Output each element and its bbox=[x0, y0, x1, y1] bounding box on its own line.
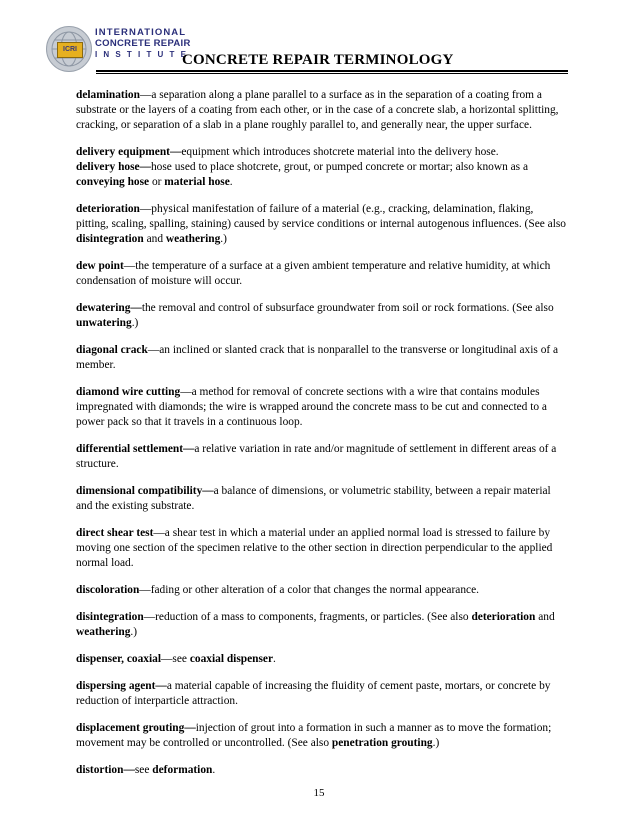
term: dispenser, coaxial bbox=[76, 653, 162, 665]
term: delivery equipment— bbox=[76, 146, 182, 158]
definition-tail: . bbox=[229, 176, 233, 188]
definition: —the temperature of a surface at a given ambient temperature and relative humidity, at which condensation of moisture will occur. bbox=[76, 260, 551, 287]
page-header bbox=[0, 0, 638, 78]
definition: a balance of dimensions, or volumetric stability, between a repair material and the existing substrate. bbox=[76, 485, 551, 512]
term: distortion— bbox=[76, 764, 135, 776]
definition-connector: and bbox=[143, 233, 166, 245]
glossary-body bbox=[76, 88, 566, 790]
icri-logo-icon bbox=[46, 26, 92, 72]
header-rule-thin bbox=[96, 73, 568, 74]
term: deterioration bbox=[76, 203, 140, 215]
cross-reference: deterioration bbox=[471, 611, 536, 623]
definition: injection of grout into a formation in such a manner as to move the formation; movement may be controlled or uncontrolled. (See also bbox=[76, 722, 552, 749]
term: dimensional compatibility— bbox=[76, 485, 214, 497]
logo-line-3: INSTITUTE bbox=[95, 50, 193, 59]
glossary-entry-direct-shear-test bbox=[76, 526, 566, 571]
definition: —a method for removal of concrete sections with a wire that contains modules impregnated with diamonds; the wire is wrapped around the concrete mass to be cut and connected to a power pack so that it travels in a continuous loop. bbox=[76, 386, 547, 428]
definition: equipment which introduces shotcrete material into the delivery hose. bbox=[181, 146, 499, 158]
term: differential settlement— bbox=[76, 443, 195, 455]
header-rule-thick bbox=[96, 70, 568, 72]
glossary-entry-disintegration bbox=[76, 610, 566, 640]
definition: the removal and control of subsurface groundwater from soil or rock formations. (See also bbox=[141, 302, 554, 314]
term: delamination bbox=[76, 89, 140, 101]
definition: —an inclined or slanted crack that is nonparallel to the transverse or longitudinal axis of a member. bbox=[76, 344, 559, 371]
glossary-entry-delivery-hose bbox=[76, 160, 566, 190]
definition: hose used to place shotcrete, grout, or pumped concrete or mortar; also known as a bbox=[150, 161, 529, 173]
logo-line-2: CONCRETE REPAIR bbox=[95, 38, 191, 49]
definition-connector: or bbox=[149, 176, 165, 188]
term: diagonal crack bbox=[76, 344, 148, 356]
definition: —reduction of a mass to components, fragments, or particles. (See also bbox=[143, 611, 472, 623]
term: dispersing agent— bbox=[76, 680, 167, 692]
cross-reference: weathering bbox=[76, 626, 131, 638]
glossary-entry-dimensional-compatibility bbox=[76, 484, 566, 514]
cross-reference: deformation bbox=[152, 764, 213, 776]
cross-reference: material hose bbox=[164, 176, 230, 188]
glossary-entry-delamination bbox=[76, 88, 566, 133]
glossary-entry-dewatering bbox=[76, 301, 566, 331]
glossary-entry-diamond-wire-cutting bbox=[76, 385, 566, 430]
definition: a material capable of increasing the fluidity of cement paste, mortars, or concrete by reduction of interparticle attraction. bbox=[76, 680, 551, 707]
definition-tail: .) bbox=[220, 233, 227, 245]
definition-tail: . bbox=[212, 764, 216, 776]
definition-tail: .) bbox=[432, 737, 440, 749]
definition: —fading or other alteration of a color that changes the normal appearance. bbox=[139, 584, 479, 596]
definition-tail: .) bbox=[130, 626, 138, 638]
definition: —a separation along a plane parallel to a surface as in the separation of a coating from a substrate or the layers of a coating from each other, or in the case of a concrete slab, a horizontal splitting, cracking, or separation of a slab in a plane roughly parallel to, and generally near, the upper surface. bbox=[76, 89, 559, 131]
definition: see bbox=[134, 764, 153, 776]
glossary-entry-displacement-grouting bbox=[76, 721, 566, 751]
cross-reference: weathering bbox=[165, 233, 221, 245]
cross-reference: coaxial dispenser bbox=[189, 653, 274, 665]
definition: a relative variation in rate and/or magnitude of settlement in different areas of a structure. bbox=[76, 443, 557, 470]
glossary-entry-dispersing-agent bbox=[76, 679, 566, 709]
definition: —physical manifestation of failure of a material (e.g., cracking, delamination, flaking, pitting, scaling, spalling, staining) caused by service conditions or internal autogenous influences. (See also bbox=[76, 203, 566, 230]
term: displacement grouting— bbox=[76, 722, 196, 734]
logo-badge: ICRI bbox=[57, 42, 83, 58]
term: diamond wire cutting bbox=[76, 386, 181, 398]
term: direct shear test bbox=[76, 527, 154, 539]
logo-line-1: INTERNATIONAL bbox=[95, 27, 187, 38]
cross-reference: unwatering bbox=[76, 317, 132, 329]
cross-reference: penetration grouting bbox=[331, 737, 433, 749]
definition-tail: .) bbox=[131, 317, 139, 329]
cross-reference: conveying hose bbox=[76, 176, 150, 188]
cross-reference: disintegration bbox=[76, 233, 144, 245]
term: delivery hose— bbox=[76, 161, 151, 173]
term: discoloration bbox=[76, 584, 140, 596]
glossary-entry-discoloration bbox=[76, 583, 566, 598]
definition: —see bbox=[161, 653, 190, 665]
logo-wordmark bbox=[95, 27, 192, 60]
definition-tail: . bbox=[273, 653, 276, 665]
glossary-entry-distortion bbox=[76, 763, 566, 778]
glossary-entry-delivery-equipment bbox=[76, 145, 566, 160]
glossary-entry-dew-point bbox=[76, 259, 566, 289]
page-number: 15 bbox=[313, 787, 325, 799]
glossary-entry-differential-settlement bbox=[76, 442, 566, 472]
term: dewatering— bbox=[76, 302, 142, 314]
glossary-entry-diagonal-crack bbox=[76, 343, 566, 373]
definition: —a shear test in which a material under an applied normal load is stressed to failure by moving one section of the specimen relative to the other section in direction perpendicular to the applied normal load. bbox=[76, 527, 553, 569]
glossary-entry-dispenser-coaxial bbox=[76, 652, 566, 667]
definition-connector: and bbox=[535, 611, 555, 623]
term: disintegration bbox=[76, 611, 144, 623]
page-title: CONCRETE REPAIR TERMINOLOGY bbox=[182, 52, 454, 68]
glossary-entry-deterioration bbox=[76, 202, 566, 247]
term: dew point bbox=[76, 260, 124, 272]
